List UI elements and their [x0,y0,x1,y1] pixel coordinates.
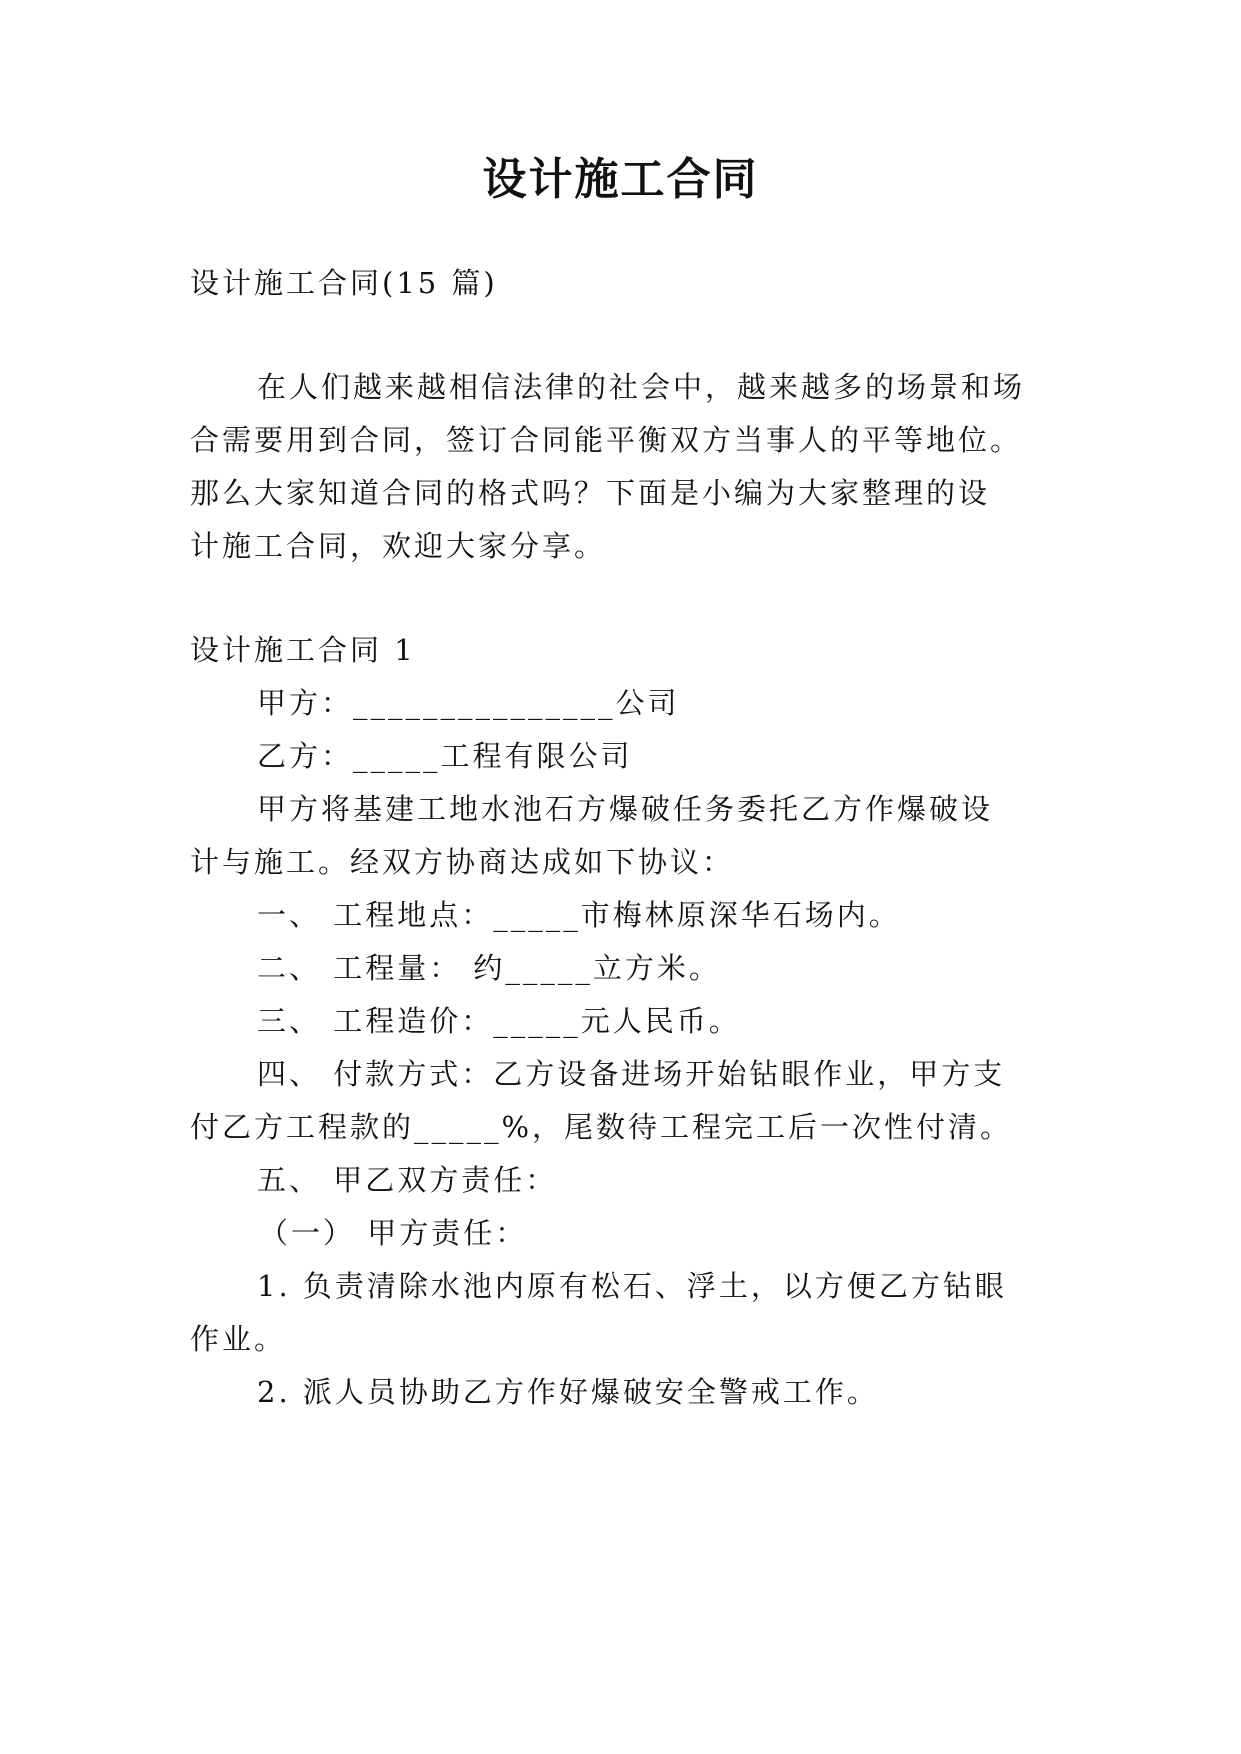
item-1-line-2: 作业。 [190,1322,287,1356]
intro-line-1: 在人们越来越相信法律的社会中，越来越多的场景和场 [257,370,1026,404]
party-a: 甲方：_______________公司 [257,686,680,720]
section-heading: 设计施工合同 1 [190,633,416,667]
preamble-line-1: 甲方将基建工地水池石方爆破任务委托乙方作爆破设 [257,792,994,826]
intro-line-2: 合需要用到合同，签订合同能平衡双方当事人的平等地位。 [190,423,1023,457]
item-2: 2. 派人员协助乙方作好爆破安全警戒工作。 [257,1375,879,1409]
clause-3: 三、 工程造价：_____元人民币。 [257,1004,741,1038]
preamble-line-2: 计与施工。经双方协商达成如下协议： [190,845,735,879]
intro-line-4: 计施工合同，欢迎大家分享。 [190,529,607,563]
clause-5: 五、 甲乙双方责任： [257,1163,558,1197]
sub-heading: （一） 甲方责任： [259,1216,528,1250]
intro-line-3: 那么大家知道合同的格式吗？下面是小编为大家整理的设 [190,476,991,510]
document-subtitle: 设计施工合同(15 篇) [190,266,498,300]
clause-4-line-1: 四、 付款方式：乙方设备进场开始钻眼作业，甲方支 [257,1057,1006,1091]
clause-4-line-2: 付乙方工程款的_____%，尾数待工程完工后一次性付清。 [190,1110,1013,1144]
party-b: 乙方：_____工程有限公司 [257,739,633,773]
document-title: 设计施工合同 [482,154,759,205]
item-1-line-1: 1. 负责清除水池内原有松石、浮土，以方便乙方钻眼 [257,1269,1007,1303]
clause-2: 二、 工程量： 约_____立方米。 [257,951,721,985]
clause-1: 一、 工程地点：_____市梅林原深华石场内。 [257,898,901,932]
